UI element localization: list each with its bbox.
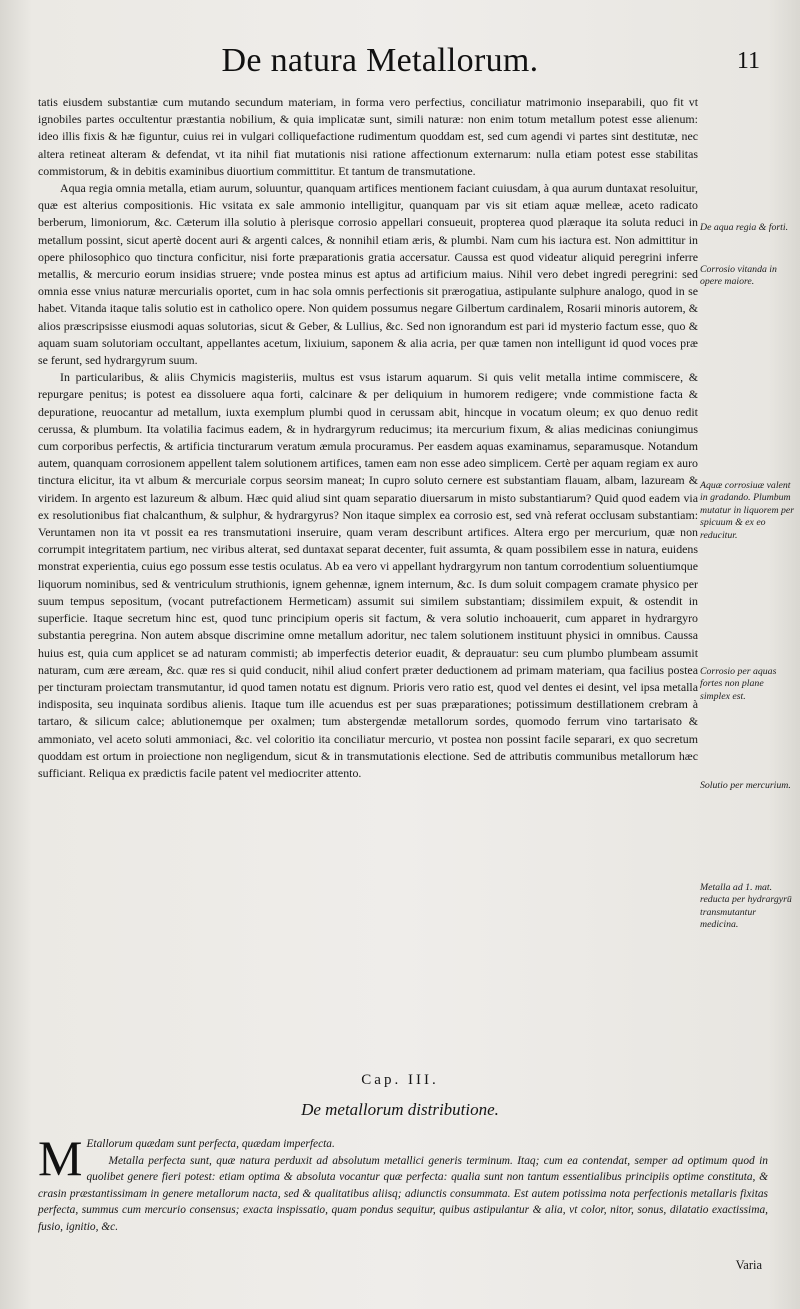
chapter-paragraph: Metalla perfecta sunt, quæ natura perduxit ad absolutum metallici generis terminum. Itaq; cum ea contendat, semper ad optimum quod in quolibet genere fieri potest: etiam optima & absoluta vocantur quæ perfecta: qualia sunt non tantum essentialibus principiis optime constituta, & crasin præstantissimam in genere metallorum nacta, sed & qualitatibus aliisq; adiunctis consummata. Est autem potissima nota perfectionis metallaris fixitas perfecta, summus cum mercurio consensus; exacta inspissatio, quam pondus sequitur, quibus astipulantur & alia, vt color, nitor, sonus, dilatatio exactissima, fusio, ignitio, &c. (38, 1154, 768, 1233)
margin-note-corrosio-vitanda: Corrosio vitanda in opere maiore. (700, 264, 777, 288)
drop-cap: M (38, 1130, 83, 1186)
paragraph-particularibus: In particularibus, & aliis Chymicis magisteriis, multus est vsus istarum aquarum. Si quis velit metalla intime commiscere, & repurgare penitus; is potest ea dissoluere aqua forti, calcinare & per deliquium in humorem redigere; vnde commistione facta & depuratione, reuocantur ad metallum, iuxta exemplum plumbi quod in cerussam abit, hincque in vocatum oleum; ex quo denuo redit cerussa, & plumbum. Ita volatilia facimus eadem, & in hydrargyrum reducimus; ita mercurium fixum, & alias medicinas coniungimus cum corporibus perfectis, & artificia tincturarum veratum æmula procuramus. Per easdem aquas examinamus, separamusque. Notandum autem, quanquam corrosionem appellent talem solutionem artifices, tamen eam non esse adeo simplicem. Certè per aquam regiam ex auro tinctura elicitur, ita vt album & mercuriale corpus seorsim maneat; In cupro soluto cernere est substantiam flauam, albam, lazuream & viridem. In argento est lazureum & album. Hæc quid aliud sint quam separatio diuersarum in misto substantiarum? Quid quod eadem via ex resolutionibus fiat chalcanthum, & sulphur, & hydrargyrus? Non itaque simplex ea corrosio est, sed vnà referat occlusam substantiam: Veruntamen non ita vt possit ea res transmutationi inseruire, quam veram describunt artifices. Altera ergo per mercurium, quæ non corrumpit integritatem partium, nec viribus alterat, sed duntaxat separat decenter, fuit assumta, & quam possibilem esse in natura, euidens monstrat experientia, cuius ego possum esse testis oculatus. Ab ea vero vi appellant hydrargyrum non tantum corrodentium soluentiumque liquorum nominibus, sed & ventriculum struthionis, ignem gehennæ, ignem internum, &c. Is dum soluit compagem cramate physico per suum tempus sepositum, (vocant putrefactionem Hermeticam) assumit sui similem substantiam; dissimilem expuit, & ostendit in superficie. Itaque secretum hinc est, quod tunc principium operis sit factum, & vera solutio inchoauerit, cum apparet in hydrargyro substantia peregrina. Non autem absque discrimine omne metallum adoritur, nec talem solutionem instituunt physici in omnibus. Caussa huius est, quia cum applicet se ad naturam commisti; ab imperfectis deterior euadit, & deprauatur: seu cum plumbo plumbeam assumit naturam, cum ære æream, &c. quæ res si quid conducit, nihil aliud confert præter deductionem ad primam materiam, qua facilius postea per tincturam proiectam transmutantur, id quod tamen notatu est dignum. Prioris vero ratio est, quod vel dentes ei desint, vel ipsa metalla indisposita, seu inquinata sordibus alienis. Itaque tum ille acuendus est per suas præparationes; potissimum destillationem crebram à tartaro, & silicum calce; ablutionemque per oxalmen; tum abstergendæ metallorum sordes, quomodo ferrum vino tartarisato & ammoniato, vel aceto soluti ammoniaci, &c. vel coloritio ita conciliatur mercurio, vt postea non possint facile separari, ex quo secretum quoddam est ortum in proiectione non negligendum, sicut & in transmutationis electione. Sed de attributis communibus metallorum hæc sufficiant. Reliqua ex prædictis facile patent vel mediocriter attento. (38, 370, 698, 780)
margin-note-aquae-corrosivae: Aquæ corrosiuæ valent in gradando. Plumbum mutatur in liquorem per spicuum & ex eo reducitur. (700, 480, 795, 541)
page-number: 11 (736, 48, 760, 74)
chapter-subtitle: De metallorum distributione. (301, 1100, 499, 1119)
margin-note-corrosio-simplex: Corrosio per aquas fortes non plane simplex est. (700, 666, 777, 702)
main-text-block (38, 94, 698, 782)
page-title: De natura Metallorum. (221, 42, 539, 79)
margin-note-solutio-mercurium: Solutio per mercurium. (700, 780, 791, 791)
paragraph-transmutation: tatis eiusdem substantiæ cum mutando secundum materiam, in forma vero perfectius, conciliatur matrimonio inseparabili, quo fit vt ignobiles partes occultentur præstantia nobilium, & quia implicatæ sunt, simili naturæ: non enim totum metallum potest esse alienum: ideo illis fixis & hæ figuntur, cuius rei in vulgari colliquefactione rudimentum quoddam est, sed cum agendi vi partes sint destitutæ, nec altera retineat alteram & defendat, vt ita nihil fiat mutationis nisi ratione affectionum externarum: nulla etiam potest esse stabilitas commistorum, & in debitis examinibus diuortium committitur. Et tantum de transmutatione. (38, 95, 698, 178)
chapter-heading: Cap. III. (361, 1072, 439, 1088)
chapter-first-line: Etallorum quædam sunt perfecta, quædam imperfecta. (86, 1138, 335, 1150)
margin-note-metalla-reducta: Metalla ad 1. mat. reducta per hydrargyrū transmutantur medicina. (700, 882, 792, 931)
chapter-body (38, 1130, 768, 1236)
running-head (0, 42, 800, 92)
paragraph-aqua-regia: Aqua regia omnia metalla, etiam aurum, soluuntur, quanquam artifices mentionem faciant cuiusdam, à qua aurum duntaxat resoluitur, quæ est alterius compositionis. Hic vsitata ex sale ammonio intelligitur, quanquam par vis sit etiam aquæ melleæ, aceto radicato berberum, limoniorum, &c. Cæterum illa solutio à plerisque corrosio appellari consueuit, propterea quod plæraque ita soluta reduci in metallum possint, sicut apertè docent auri & argenti calces, & nonnihil etiam æris, & plumbi. Nam cum his iactura est. Non admittitur in opere philosophico quo tinctura conficitur, nisi forte præparationis gratia accersatur. Caussa est quod videatur aliquid peregrini inferre metallis, & mercurio eorum insidias struere; vnde postea minus est aptus ad artificium maius. Nihil vero debet ingredi peregrini: sed omnia esse vnius naturæ mercurialis oportet, cum in hac sola omnis perfectionis sit prærogatiua, astipulante sulphure analogo, quod in se habet. Vitanda itaque talis solutio est in catholico opere. Non quidem possumus negare Gilbertum cardinalem, Rosarii minoris autorem, & alios præscripsisse eiusmodi aquas solutorias, sicut & Geber, & Lullius, &c. Sed non ignorandum est pari id mysterio factum esse, quo & aquam suam solutoriam occultant, appellantes acetum, lixiuium, saponem & alia acria, per quæ tamen non intelligunt id quod voces præ se ferunt, sed hydrargyrum suum. (38, 181, 698, 368)
margin-note-aqua-regia: De aqua regia & forti. (700, 222, 789, 233)
catchword: Varia (735, 1258, 762, 1272)
